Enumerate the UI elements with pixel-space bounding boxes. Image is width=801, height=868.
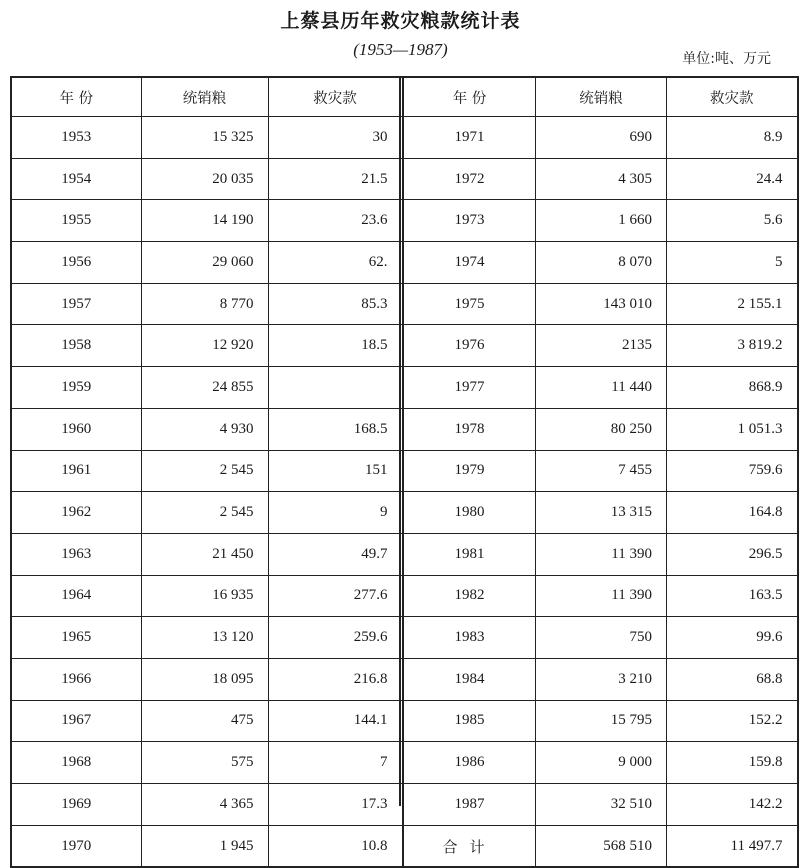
table-row [11, 825, 402, 867]
grain-cell: 32 510 [536, 784, 667, 826]
grain-cell: 9 000 [536, 742, 667, 784]
header-grain: 统销粮 [141, 77, 268, 117]
table-row [404, 200, 798, 242]
relief-cell: 1 051.3 [667, 408, 798, 450]
year-cell: 1963 [11, 533, 141, 575]
grain-cell: 11 390 [536, 575, 667, 617]
year-cell: 1983 [404, 617, 536, 659]
table-row [404, 450, 798, 492]
year-cell: 1956 [11, 242, 141, 284]
year-cell: 1959 [11, 367, 141, 409]
table-row [404, 658, 798, 700]
header-year: 年 份 [11, 77, 141, 117]
table-row [11, 450, 402, 492]
relief-cell: 99.6 [667, 617, 798, 659]
relief-cell [268, 367, 402, 409]
column-divider [399, 76, 401, 806]
table-row [11, 784, 402, 826]
relief-cell: 85.3 [268, 283, 402, 325]
table-row [11, 200, 402, 242]
year-cell: 1961 [11, 450, 141, 492]
table-row [11, 700, 402, 742]
year-cell: 合计 [404, 825, 536, 867]
table-row [404, 408, 798, 450]
year-cell: 1977 [404, 367, 536, 409]
grain-cell: 1 660 [536, 200, 667, 242]
unit-label: 单位:吨、万元 [682, 51, 771, 67]
year-cell: 1953 [11, 117, 141, 159]
table-row [404, 784, 798, 826]
page-title: 上蔡县历年救灾粮款统计表 [280, 10, 521, 32]
grain-cell: 2 545 [141, 492, 268, 534]
year-cell: 1968 [11, 742, 141, 784]
table-row [11, 742, 402, 784]
table-row [11, 533, 402, 575]
table-row [11, 575, 402, 617]
relief-cell: 5.6 [667, 200, 798, 242]
relief-cell: 24.4 [667, 158, 798, 200]
table-row [11, 658, 402, 700]
grain-cell: 4 365 [141, 784, 268, 826]
year-cell: 1955 [11, 200, 141, 242]
relief-cell: 8.9 [667, 117, 798, 159]
year-cell: 1987 [404, 784, 536, 826]
relief-cell: 9 [268, 492, 402, 534]
header-grain: 统销粮 [536, 77, 667, 117]
table-header-row [404, 77, 798, 117]
table-row [11, 492, 402, 534]
table-row [11, 283, 402, 325]
relief-cell: 296.5 [667, 533, 798, 575]
statistics-table-left [10, 76, 403, 868]
relief-cell: 30 [268, 117, 402, 159]
year-cell: 1973 [404, 200, 536, 242]
table-row [11, 158, 402, 200]
relief-cell: 2 155.1 [667, 283, 798, 325]
relief-cell: 21.5 [268, 158, 402, 200]
grain-cell: 4 305 [536, 158, 667, 200]
table-row [404, 158, 798, 200]
relief-cell: 10.8 [268, 825, 402, 867]
year-cell: 1969 [11, 784, 141, 826]
grain-cell: 21 450 [141, 533, 268, 575]
grain-cell: 18 095 [141, 658, 268, 700]
year-cell: 1958 [11, 325, 141, 367]
grain-cell: 13 120 [141, 617, 268, 659]
table-row [11, 117, 402, 159]
table-row [404, 492, 798, 534]
relief-cell: 3 819.2 [667, 325, 798, 367]
year-cell: 1981 [404, 533, 536, 575]
grain-cell: 80 250 [536, 408, 667, 450]
table-row [404, 283, 798, 325]
page-subtitle: (1953—1987) [353, 40, 448, 59]
relief-cell: 277.6 [268, 575, 402, 617]
year-cell: 1967 [11, 700, 141, 742]
relief-cell: 18.5 [268, 325, 402, 367]
table-row [404, 742, 798, 784]
grain-cell: 15 795 [536, 700, 667, 742]
header-relief: 救灾款 [667, 77, 798, 117]
grain-cell: 8 070 [536, 242, 667, 284]
grain-cell: 13 315 [536, 492, 667, 534]
year-cell: 1982 [404, 575, 536, 617]
grain-cell: 11 390 [536, 533, 667, 575]
relief-cell: 68.8 [667, 658, 798, 700]
grain-cell: 143 010 [536, 283, 667, 325]
grain-cell: 690 [536, 117, 667, 159]
relief-cell: 868.9 [667, 367, 798, 409]
relief-cell: 159.8 [667, 742, 798, 784]
year-cell: 1960 [11, 408, 141, 450]
grain-cell: 12 920 [141, 325, 268, 367]
table-row [11, 242, 402, 284]
table-row [404, 117, 798, 159]
table-row [404, 825, 798, 867]
year-cell: 1985 [404, 700, 536, 742]
table-row [404, 533, 798, 575]
table-row [404, 700, 798, 742]
grain-cell: 29 060 [141, 242, 268, 284]
table-row [11, 617, 402, 659]
relief-cell: 759.6 [667, 450, 798, 492]
grain-cell: 14 190 [141, 200, 268, 242]
relief-cell: 164.8 [667, 492, 798, 534]
year-cell: 1957 [11, 283, 141, 325]
grain-cell: 24 855 [141, 367, 268, 409]
year-cell: 1979 [404, 450, 536, 492]
grain-cell: 7 455 [536, 450, 667, 492]
table-header-row [11, 77, 402, 117]
table-row [404, 617, 798, 659]
year-cell: 1965 [11, 617, 141, 659]
relief-cell: 168.5 [268, 408, 402, 450]
year-cell: 1975 [404, 283, 536, 325]
grain-cell: 16 935 [141, 575, 268, 617]
relief-cell: 17.3 [268, 784, 402, 826]
relief-cell: 216.8 [268, 658, 402, 700]
relief-cell: 142.2 [667, 784, 798, 826]
relief-cell: 5 [667, 242, 798, 284]
header-year: 年 份 [404, 77, 536, 117]
relief-cell: 151 [268, 450, 402, 492]
grain-cell: 20 035 [141, 158, 268, 200]
year-cell: 1962 [11, 492, 141, 534]
year-cell: 1964 [11, 575, 141, 617]
grain-cell: 1 945 [141, 825, 268, 867]
grain-cell: 575 [141, 742, 268, 784]
grain-cell: 2135 [536, 325, 667, 367]
grain-cell: 8 770 [141, 283, 268, 325]
statistics-table-right [403, 76, 799, 868]
grain-cell: 568 510 [536, 825, 667, 867]
grain-cell: 11 440 [536, 367, 667, 409]
grain-cell: 475 [141, 700, 268, 742]
table-row [404, 575, 798, 617]
relief-cell: 62. [268, 242, 402, 284]
year-cell: 1976 [404, 325, 536, 367]
year-cell: 1954 [11, 158, 141, 200]
year-cell: 1978 [404, 408, 536, 450]
relief-cell: 259.6 [268, 617, 402, 659]
year-cell: 1971 [404, 117, 536, 159]
relief-cell: 49.7 [268, 533, 402, 575]
grain-cell: 2 545 [141, 450, 268, 492]
year-cell: 1966 [11, 658, 141, 700]
table-row [404, 325, 798, 367]
grain-cell: 750 [536, 617, 667, 659]
year-cell: 1980 [404, 492, 536, 534]
year-cell: 1970 [11, 825, 141, 867]
table-row [11, 325, 402, 367]
relief-cell: 23.6 [268, 200, 402, 242]
table-row [11, 367, 402, 409]
year-cell: 1986 [404, 742, 536, 784]
year-cell: 1972 [404, 158, 536, 200]
grain-cell: 4 930 [141, 408, 268, 450]
relief-cell: 144.1 [268, 700, 402, 742]
relief-cell: 152.2 [667, 700, 798, 742]
relief-cell: 11 497.7 [667, 825, 798, 867]
year-cell: 1984 [404, 658, 536, 700]
table-row [404, 367, 798, 409]
grain-cell: 3 210 [536, 658, 667, 700]
table-row [11, 408, 402, 450]
year-cell: 1974 [404, 242, 536, 284]
table-row [404, 242, 798, 284]
relief-cell: 163.5 [667, 575, 798, 617]
relief-cell: 7 [268, 742, 402, 784]
header-relief: 救灾款 [268, 77, 402, 117]
grain-cell: 15 325 [141, 117, 268, 159]
